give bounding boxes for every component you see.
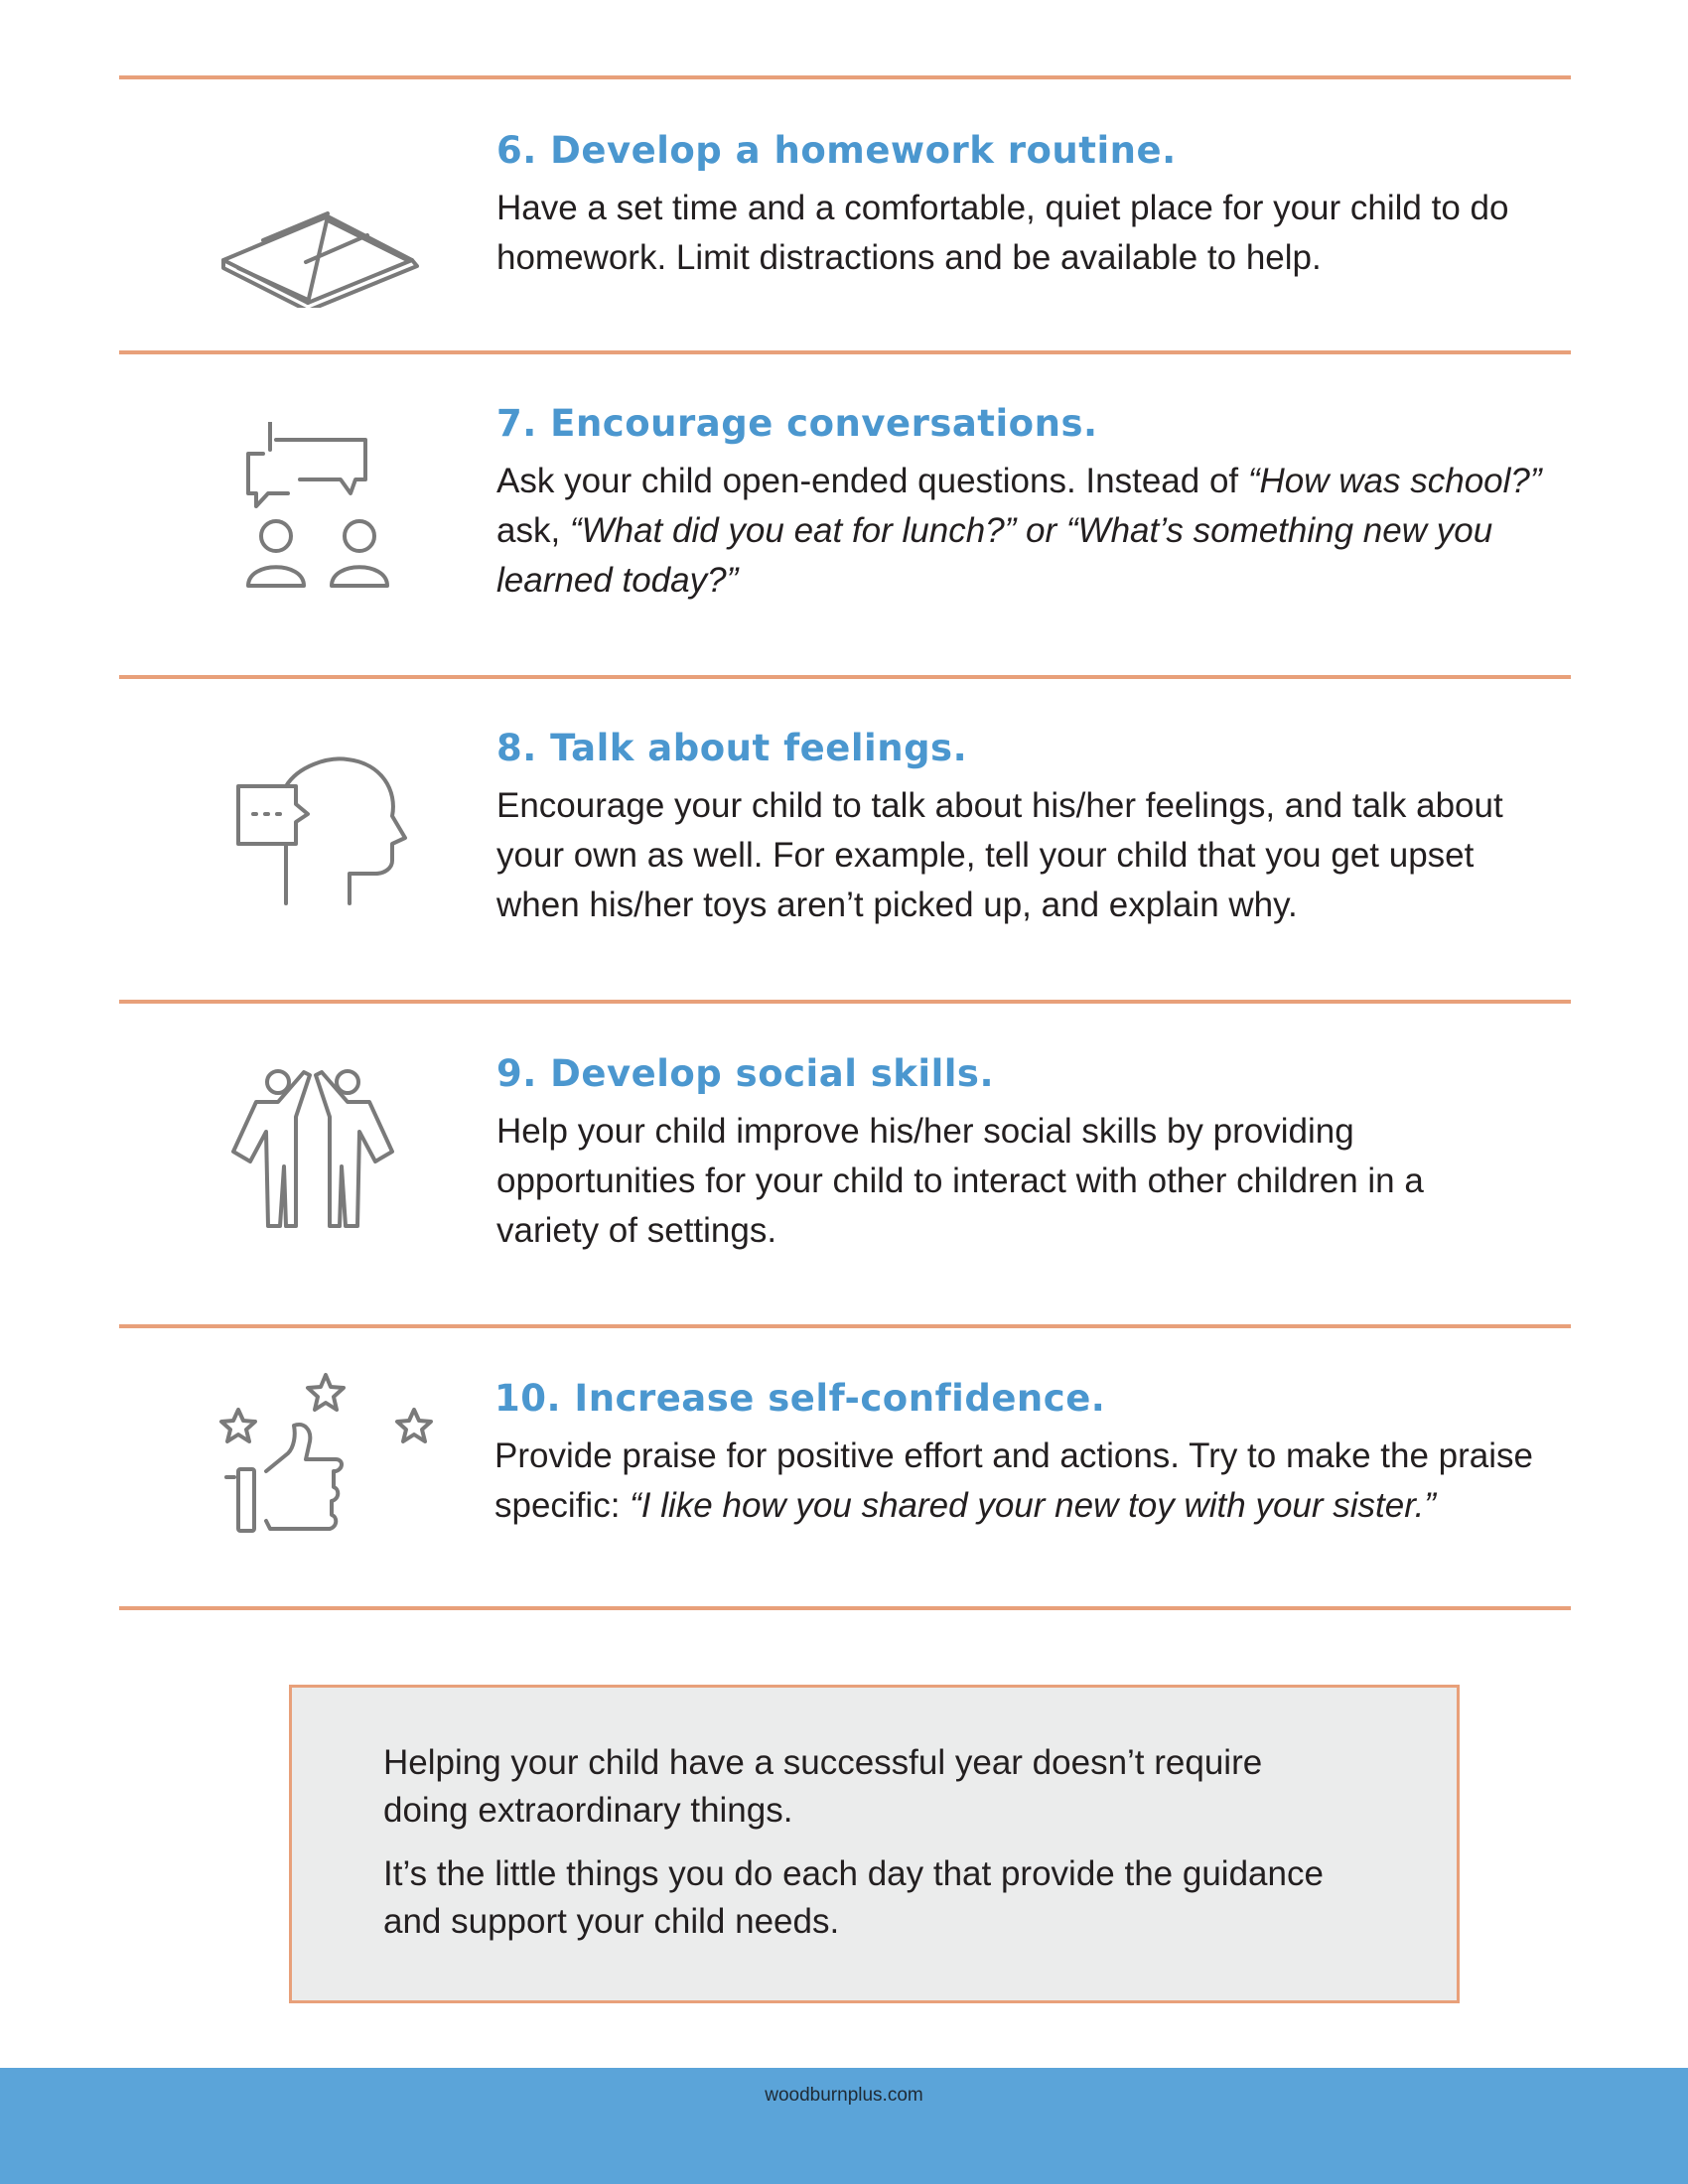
tip-text [494, 1377, 1587, 1531]
divider-rule [119, 1000, 1571, 1004]
divider-rule [119, 350, 1571, 354]
thumbs-up-stars-icon [209, 1372, 447, 1541]
tip-title: 6. Develop a homework routine. [496, 129, 1177, 172]
tip-body-part: ask, [496, 511, 570, 550]
tip-body-quote: “I like how you shared your new toy with your sister.” [630, 1486, 1436, 1525]
divider-rule [119, 75, 1571, 79]
divider-rule [119, 1324, 1571, 1328]
tip-text [496, 727, 1589, 930]
tip-title: 9. Develop social skills. [496, 1052, 995, 1095]
tip-text [496, 129, 1589, 283]
tip-title: 7. Encourage conversations. [496, 402, 1098, 445]
tip-body: Have a set time and a comfortable, quiet place for your child to do homework. Limit distractions and be available to help. [496, 189, 1509, 277]
tip-body-part: Provide praise for positive effort and actions. Try to make the praise specific: [494, 1436, 1533, 1525]
tip-title: 10. Increase self-confidence. [494, 1377, 1106, 1420]
head-speech-icon [209, 756, 447, 915]
tip-body: Encourage your child to talk about his/her feelings, and talk about your own as well. For example, tell your child that you get upset when his/her toys aren’t picked up, and explain why. [496, 786, 1503, 924]
tip-body-quote: “What did you eat for lunch?” or “What’s something new you learned today?” [496, 511, 1493, 600]
tip-text [496, 402, 1589, 606]
summary-paragraph: Helping your child have a successful year doesn’t require doing extraordinary things. [383, 1743, 1263, 1830]
footer-website-link[interactable]: woodburnplus.com [765, 2085, 923, 2106]
divider-rule [119, 675, 1571, 679]
summary-box [289, 1685, 1460, 2003]
tip-title: 8. Talk about feelings. [496, 727, 968, 769]
summary-paragraph: It’s the little things you do each day that provide the guidance and support your child needs. [383, 1854, 1324, 1941]
tip-body [496, 457, 1589, 606]
high-five-icon [209, 1067, 447, 1236]
tip-text [496, 1052, 1589, 1256]
open-book-icon [209, 169, 447, 308]
conversation-icon [209, 422, 447, 591]
tip-body-quote: “How was school?” [1247, 462, 1542, 500]
tip-body-part: Ask your child open-ended questions. Instead of [496, 462, 1248, 500]
divider-rule [119, 1606, 1571, 1610]
footer-bar [0, 2068, 1688, 2184]
tip-body [494, 1432, 1587, 1531]
tip-body: Help your child improve his/her social skills by providing opportunities for your child to interact with other children in a variety of settings. [496, 1112, 1424, 1250]
